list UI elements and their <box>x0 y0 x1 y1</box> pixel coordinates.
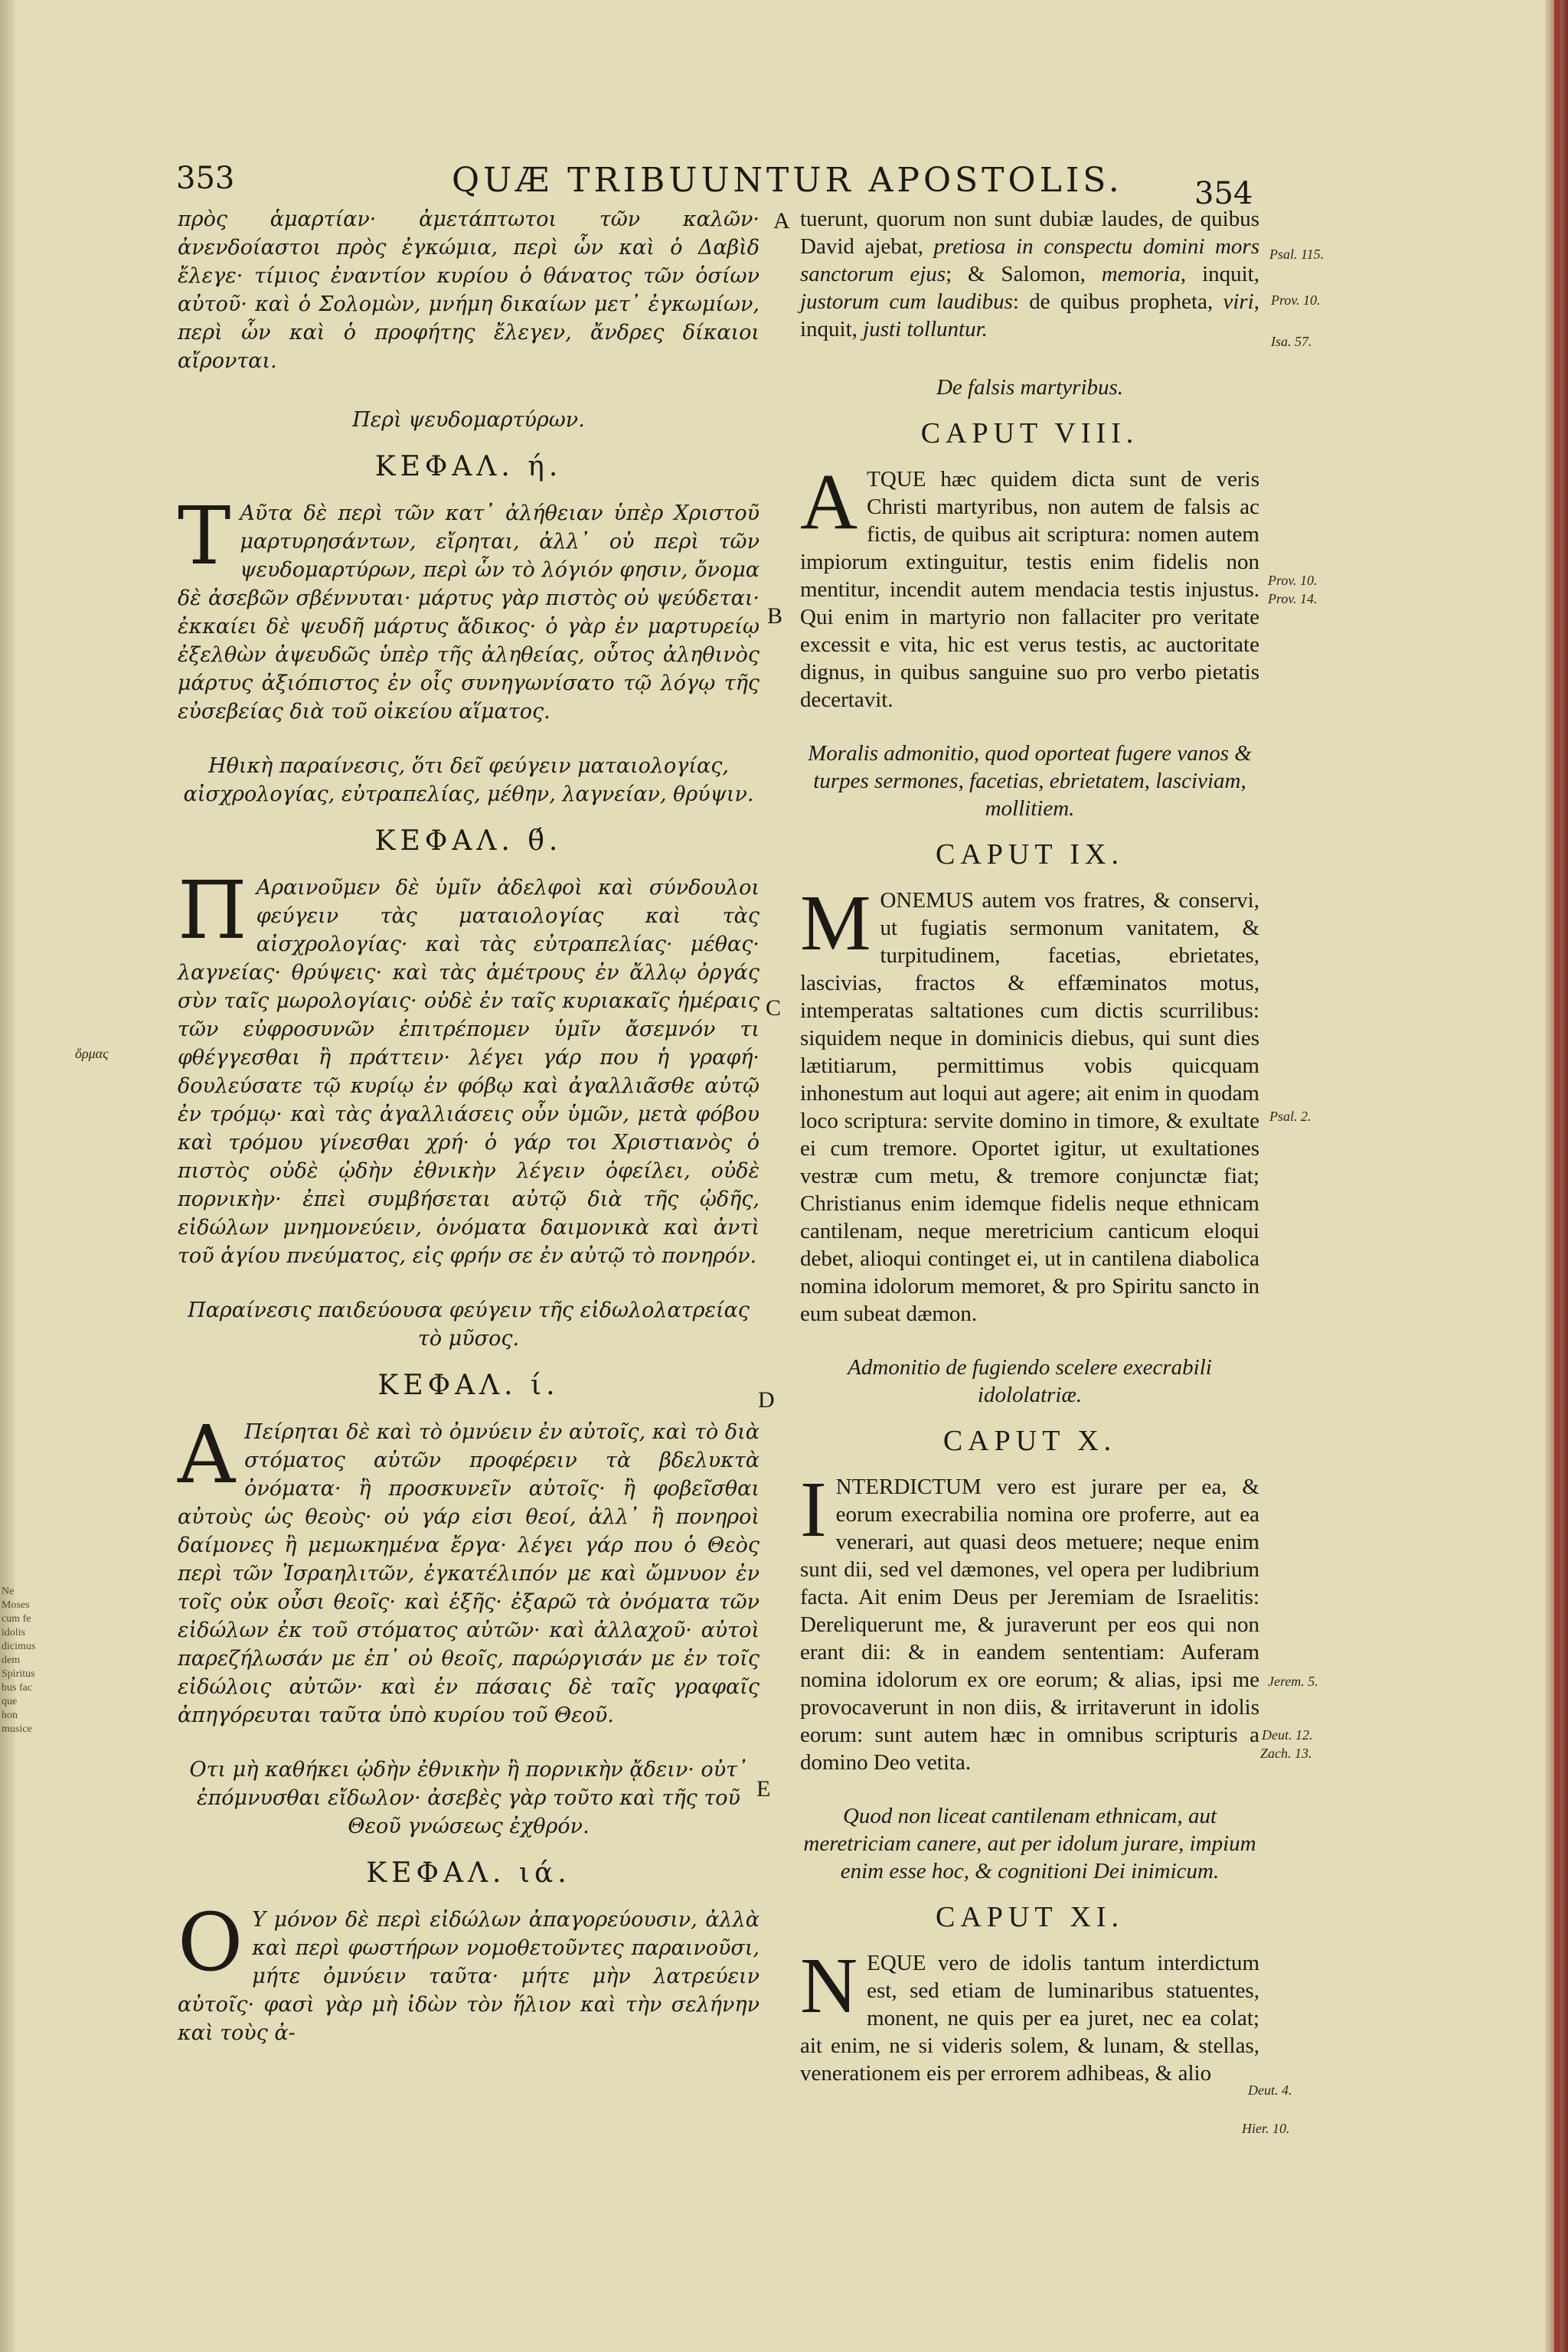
drop-cap: N <box>800 1942 858 2030</box>
intro-text-2: pretiosa in conspectu domini mors sanctorum ejus <box>800 234 1259 286</box>
margin-note-deut-12: Deut. 12. <box>1262 1727 1313 1743</box>
paragraph-text: Πείρηται δὲ καὶ τὸ ὀμνύειν ἐν αὐτοῖς, καὶ τὸ διὰ στόματος αὐτῶν προφέρειν τὰ βδελυκτὰ ὀνόματα· ἢ προσκυνεῖν αὐτοῖς· ἢ φοβεῖσθαι αὐτοὺς ὡς θεοὺς· οὐ γάρ εἰσι θεοί, ἀλλ᾽ ἢ πονηροὶ δαίμονες ἢ μεμωκημένα ἔργα· λέγει γάρ που ὁ Θεὸς περὶ τῶν Ἰσραηλιτῶν, ἐγκατέλιπόν με καὶ ὤμνυον ἐν τοῖς οὐκ οὖσι θεοῖς· καὶ ἑξῆς· ἐξαρῶ τὰ ὀνόματα τῶν εἰδώλων ἐκ τοῦ στόματος αὐτῶν· καὶ ἀλλαχοῦ· αὐτοὶ παρεζήλωσάν με ἐπ᾽ οὐ θεοῖς, παρώργισάν με ἐν τοῖς εἰδώλοις αὐτῶν· καὶ ἐν πάσαις δὲ ταῖς γραφαῖς ἀπηγόρευται ταῦτα ὑπὸ κυρίου τοῦ Θεοῦ. <box>178 1420 760 1727</box>
paragraph-text: ONEMUS autem vos fratres, & conservi, ut fugiatis sermonum vanitatem, & turpitudinem, facetias, ebrietates, lascivias, fractos & effæminatos motus, intemperatas saltationes cum dictis scurrilibus: siquidem neque in dominicis diebus, qui sunt dies lætitiarum, permittimus vobis quicquam inhonestum aut loqui aut agere; ait enim in quodam loco scriptura: servite domino in timore, & exultate ei cum tremore. Oportet igitur, ut exultationes vestræ cum metu, & tremore conjunctæ fiat; Christianus enim idemque fidelis neque ethnicam cantilenam, neque meretricium canticum eloqui debet, alioqui continget ei, ut in cantilena diabolica nomina idolorum memoret, & pro Spiritu sancto in eum subeat dæmon. <box>800 888 1259 1326</box>
latin-intro <box>800 205 1259 343</box>
greek-subtitle-1: Περὶ ψευδομαρτύρων. <box>352 408 585 432</box>
greek-column <box>178 205 760 2063</box>
margin-note-isa-57: Isa. 57. <box>1271 334 1312 349</box>
greek-subtitle-3: Παραίνεσις παιδεύουσα φεύγειν τῆς εἰδωλολατρείας τὸ μῦσος. <box>188 1298 750 1351</box>
greek-chapter-11: ΚΕΦΑΛ. ιά. <box>366 1857 571 1889</box>
latin-subtitle-4: Quod non liceat cantilenam ethnicam, aut meretriciam canere, aut per idolum jurare, impium enim esse hoc, & cognitioni Dei inimicum. <box>803 1804 1256 1883</box>
margin-note-prov-10b: Prov. 10. <box>1268 573 1318 588</box>
left-edge-note: Ne Moses cum fe idolis dicimus dem Spiritus bus fac que hon musice <box>2 1586 36 1735</box>
page-gutter <box>0 0 15 2352</box>
page-number-left: 353 <box>176 161 235 196</box>
greek-subtitle-2: Ηθικὴ παραίνεσις, ὅτι δεῖ φεύγειν ματαιολογίας, αἰσχρολογίας, εὐτραπελίας, μέθην, λαγνείαν, θρύψιν. <box>183 754 754 806</box>
running-title: QUÆ TRIBUUNTUR APOSTOLIS. <box>452 161 1123 200</box>
greek-paragraph-1 <box>178 489 760 726</box>
paragraph-text: EQUE vero de idolis tantum interdictum est, sed etiam de luminaribus statuentes, monent, ne quis per ea juret, nec ea colat; ait enim, ne si videris solem, & lunam, & stellas, venerationem eis per errorem adhibeas, & alio <box>800 1951 1259 2086</box>
latin-chapter-11: CAPUT XI. <box>936 1901 1124 1933</box>
latin-subtitle-1: De falsis martyribus. <box>936 375 1124 400</box>
drop-cap: Τ <box>178 489 231 583</box>
paragraph-text: Υ μόνον δὲ περὶ εἰδώλων ἀπαγορεύουσιν, ἀλλὰ καὶ περὶ φωστήρων νομοθετοῦντες παραινοῦσι, μήτε ὀμνύειν ταῦτα· μήτε μὴν λατρεύειν αὐτοῖς· φασὶ γὰρ μὴ ἰδὼν τὸν ἥλιον καὶ τὴν σελήνην καὶ τοὺς ἀ- <box>178 1908 760 2045</box>
intro-text-3: ; & Salomon, <box>946 262 1102 286</box>
intro-text-8: viri <box>1223 289 1254 314</box>
latin-column <box>800 205 1259 2102</box>
latin-chapter-10: CAPUT X. <box>942 1425 1117 1457</box>
paragraph-text: TQUE hæc quidem dicta sunt de veris Christi martyribus, non autem de falsis ac fictis, de quibus ait scriptura: nomen autem impiorum extinguitur, testis enim fidelis non mentitur, incendit autem mendacia testis injustus. Qui enim in martyrio non fallaciter pro veritate excessit e vita, hic est verus testis, ac auctoritate dignus, in quibus sanguine suo pro verbo pietatis decertavit. <box>800 467 1259 712</box>
paragraph-text: Αραινοῦμεν δὲ ὑμῖν ἀδελφοὶ καὶ σύνδουλοι φεύγειν τὰς ματαιολογίας καὶ τὰς αἰσχρολογίας· καὶ τὰς εὐτραπελίας· μέθας· λαγνείας· θρύψεις· καὶ τὰς ἀμέτρους ἐν ἄλλῳ ὀργάς σὺν ταῖς μωρολογίαις· οὐδὲ ἐν ταῖς κυριακαῖς ἡμέραις τῶν εὐφροσυνῶν ἐπιτρέπομεν ὑμῖν ἄσεμνόν τι φθέγγεσθαι ἢ πράττειν· λέγει γάρ που ἡ γραφή· δουλεύσατε τῷ κυρίῳ ἐν φόβῳ καὶ ἀγαλλιᾶσθε αὐτῷ ἐν τρόμῳ· καὶ τὰς ἀγαλλιάσεις οὖν ὑμῶν, μετὰ φόβου καὶ τρόμου γίνεσθαι χρή· ὁ γάρ τοι Χριστιανὸς ὁ πιστὸς οὐδὲ ᾠδὴν ἐθνικὴν λέγειν ὀφείλει, οὐδὲ πορνικὴν· ἐπεὶ συμβήσεται αὐτῷ διὰ τῆς ᾠδῆς, εἰδώλων μνημονεύειν, ὀνόματα δαιμονικὰ καὶ ἀντὶ τοῦ ἁγίου πνεύματος, εἰς φρήν σε ἐν αὐτῷ τὸ πονηρόν. <box>178 876 760 1268</box>
cover-binding <box>1554 0 1560 2352</box>
intro-text-7: : de quibus propheta, <box>1012 289 1223 314</box>
greek-chapter-8: ΚΕΦΑΛ. ή. <box>374 451 563 482</box>
greek-paragraph-3 <box>178 1408 760 1730</box>
greek-margin-note: ὅρμας <box>75 1046 109 1061</box>
greek-subtitle-4: Οτι μὴ καθήκει ᾠδὴν ἐθνικὴν ἢ πορνικὴν ᾄδειν· οὐτ᾽ ἐπόμνυσθαι εἴδωλον· ἀσεβὲς γὰρ τοῦτο καὶ τῆς τοῦ Θεοῦ γνώσεως ἐχθρόν. <box>189 1758 748 1838</box>
margin-note-prov-14: Prov. 14. <box>1268 591 1318 606</box>
margin-note-deut-4: Deut. 4. <box>1248 2082 1292 2098</box>
paragraph-text: NTERDICTUM vero est jurare per ea, & eorum execrabilia nomina ore proferre, aut ea venerari, aut quasi deos metuere; neque enim sunt dii, sed vel dæmones, vel opera per ludibrium facta. Ait enim Deus per Jeremiam de Israelitis: Dereliquerunt me, & juraverunt per eos qui non erant dii: & in eandem sententiam: Auferam nomina idolorum ex ore eorum; & alias, ipsi me provocaverunt in non diis, & irritaverunt in idolis eorum: sunt autem hæc in omnibus scripturis a domino Deo vetita. <box>800 1475 1259 1775</box>
latin-paragraph-2 <box>800 879 1259 1328</box>
section-marker-e: E <box>756 1776 771 1802</box>
intro-text-5: , inquit, <box>1180 262 1259 286</box>
latin-subtitle-3: Admonitio de fugiendo scelere execrabili idololatriæ. <box>848 1355 1212 1407</box>
latin-paragraph-3 <box>800 1465 1259 1776</box>
latin-paragraph-4 <box>800 1942 1259 2087</box>
latin-subtitle-2: Moralis admonitio, quod oporteat fugere vanos & turpes sermones, facetias, ebrietatem, lasciviam, mollitiem. <box>808 741 1252 821</box>
margin-note-zach-13: Zach. 13. <box>1260 1746 1312 1761</box>
greek-intro: πρὸς ἁμαρτίαν· ἀμετάπτωτοι τῶν καλῶν· ἀνενδοίαστοι πρὸς ἐγκώμια, περὶ ὧν καὶ ὁ Δαβὶδ ἔλεγε· τίμιος ἐναντίον κυρίου ὁ θάνατος τῶν ὁσίων αὐτοῦ· καὶ ὁ Σολομὼν, μνήμη δικαίων μετ᾽ ἐγκωμίων, περὶ ὧν καὶ ὁ προφήτης ἔλεγεν, ἄνδρες δίκαιοι αἴρονται. <box>178 207 760 373</box>
latin-chapter-8: CAPUT VIII. <box>920 417 1139 449</box>
book-cover-edge <box>1545 0 1568 2352</box>
section-marker-a: A <box>773 208 790 234</box>
greek-paragraph-2 <box>178 864 760 1270</box>
latin-chapter-9: CAPUT IX. <box>936 838 1124 871</box>
drop-cap: Α <box>178 1408 236 1501</box>
section-marker-c: C <box>766 995 782 1021</box>
intro-text-10: justi tolluntur. <box>863 317 988 341</box>
greek-chapter-10: ΚΕΦΑΛ. ί. <box>377 1370 560 1401</box>
margin-note-psal-2: Psal. 2. <box>1269 1109 1312 1124</box>
intro-text-9: , inquit, <box>800 289 1259 341</box>
drop-cap: Π <box>178 864 247 957</box>
page-number-right: 354 <box>1194 176 1253 211</box>
paragraph-text: Αῦτα δὲ περὶ τῶν κατ᾽ ἀλήθειαν ὑπὲρ Χριστοῦ μαρτυρησάντων, εἴρηται, ἀλλ᾽ οὐ περὶ τῶν ψευδομαρτύρων, περὶ ὧν τὸ λόγιόν φησιν, ὄνομα δὲ ἀσεβῶν σβέννυται· μάρτυς γὰρ πιστὸς οὐ ψεύδεται· ἐκκαίει δὲ ψευδῆ μάρτυς ἄδικος· ὁ γὰρ ἐν μαρτυρείῳ ἐξελθὼν ἀψευδῶς ὑπὲρ τῆς ἀληθείας, οὗτος ἀληθινὸς μάρτυς ἀξιόπιστος ἐν οἷς συνηγωνίσατο τῷ λόγῳ τῆς εὐσεβείας διὰ τοῦ οἰκείου αἵματος. <box>178 501 760 724</box>
section-marker-b: B <box>767 603 783 629</box>
margin-note-prov-10a: Prov. 10. <box>1271 292 1321 308</box>
section-marker-d: D <box>758 1387 775 1413</box>
intro-text-1: tuerunt, quorum non sunt dubiæ laudes, de quibus David ajebat, <box>800 207 1259 259</box>
drop-cap: I <box>800 1465 827 1553</box>
margin-note-hier-10: Hier. 10. <box>1242 2121 1290 2136</box>
intro-text-4: memoria <box>1101 262 1181 286</box>
greek-paragraph-4 <box>178 1896 760 2047</box>
greek-chapter-9: ΚΕΦΑΛ. θ́. <box>374 825 563 857</box>
intro-text-6: justorum cum laudibus <box>800 289 1013 314</box>
margin-note-jerem-5: Jerem. 5. <box>1268 1674 1318 1689</box>
margin-note-psal-115: Psal. 115. <box>1269 247 1325 262</box>
drop-cap: A <box>800 458 858 546</box>
drop-cap: Ο <box>178 1896 243 1989</box>
drop-cap: M <box>800 879 871 967</box>
latin-paragraph-1 <box>800 458 1259 714</box>
